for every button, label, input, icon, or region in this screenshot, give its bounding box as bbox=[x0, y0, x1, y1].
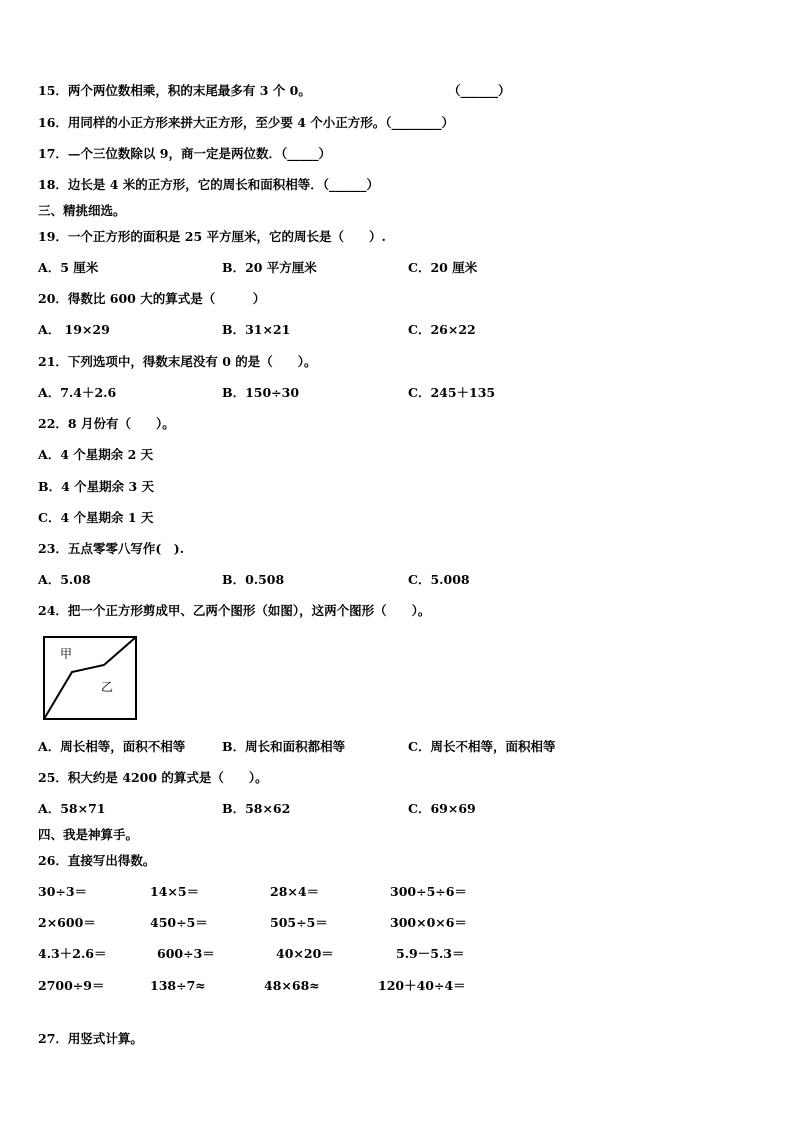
option-21-a[interactable]: A．7.4＋2.6 bbox=[38, 385, 117, 400]
answer-blank-15[interactable]: （______） bbox=[448, 83, 511, 98]
calc-item: 40×20＝ bbox=[276, 946, 334, 961]
option-20-a[interactable]: A． 19×29 bbox=[38, 322, 110, 337]
option-22-a[interactable]: A．4 个星期余 2 天 bbox=[38, 447, 154, 462]
question-21: 21．下列选项中，得数末尾没有 0 的是（ ）。 bbox=[38, 354, 317, 369]
label-jia: 甲 bbox=[60, 647, 73, 661]
option-23-c[interactable]: C．5.008 bbox=[408, 572, 470, 587]
option-25-c[interactable]: C．69×69 bbox=[408, 801, 476, 816]
option-21-c[interactable]: C．245＋135 bbox=[408, 385, 496, 400]
option-23-b[interactable]: B．0.508 bbox=[222, 572, 285, 587]
option-23-a[interactable]: A．5.08 bbox=[38, 572, 91, 587]
question-24: 24．把一个正方形剪成甲、乙两个图形（如图），这两个图形（ ）。 bbox=[38, 603, 431, 618]
question-16: 16．用同样的小正方形来拼大正方形，至少要 4 个小正方形。（________） bbox=[38, 115, 455, 130]
calc-item: 2×600＝ bbox=[38, 915, 96, 930]
option-19-a[interactable]: A．5 厘米 bbox=[38, 260, 99, 275]
option-24-c[interactable]: C．周长不相等，面积相等 bbox=[408, 739, 556, 754]
calc-item: 120＋40÷4＝ bbox=[378, 978, 466, 993]
option-24-b[interactable]: B．周长和面积都相等 bbox=[222, 739, 346, 754]
calc-item: 300×0×6＝ bbox=[390, 915, 467, 930]
question-18: 18．边长是 4 米的正方形，它的周长和面积相等．（______） bbox=[38, 177, 380, 192]
section-heading-3: 三、精挑细选。 bbox=[38, 203, 126, 218]
question-20: 20．得数比 600 大的算式是（ ） bbox=[38, 291, 266, 306]
option-24-a[interactable]: A．周长相等，面积不相等 bbox=[38, 739, 186, 754]
question-26: 26．直接写出得数。 bbox=[38, 853, 156, 868]
calc-item: 28×4＝ bbox=[270, 884, 320, 899]
question-19: 19．一个正方形的面积是 25 平方厘米，它的周长是（ ）. bbox=[38, 229, 386, 244]
calc-item: 300÷5÷6＝ bbox=[390, 884, 467, 899]
option-22-b[interactable]: B．4 个星期余 3 天 bbox=[38, 479, 155, 494]
option-22-c[interactable]: C．4 个星期余 1 天 bbox=[38, 510, 154, 525]
question-23: 23．五点零零八写作( ). bbox=[38, 541, 185, 556]
calc-item: 600÷3＝ bbox=[157, 946, 215, 961]
option-21-b[interactable]: B．150÷30 bbox=[222, 385, 300, 400]
calc-item: 30÷3＝ bbox=[38, 884, 88, 899]
calc-item: 2700÷9＝ bbox=[38, 978, 105, 993]
label-yi: 乙 bbox=[101, 680, 114, 694]
square-cut-figure bbox=[42, 635, 140, 723]
calc-item: 505÷5＝ bbox=[270, 915, 328, 930]
question-22: 22．8 月份有（ ）。 bbox=[38, 416, 175, 431]
question-27: 27．用竖式计算。 bbox=[38, 1031, 143, 1046]
option-20-b[interactable]: B．31×21 bbox=[222, 322, 291, 337]
option-19-b[interactable]: B．20 平方厘米 bbox=[222, 260, 317, 275]
option-20-c[interactable]: C．26×22 bbox=[408, 322, 476, 337]
section-heading-4: 四、我是神算手。 bbox=[38, 827, 139, 842]
calc-item: 5.9－5.3＝ bbox=[396, 946, 465, 961]
option-19-c[interactable]: C．20 厘米 bbox=[408, 260, 478, 275]
question-17: 17．—个三位数除以 9，商一定是两位数．（_____） bbox=[38, 146, 331, 161]
calc-item: 138÷7≈ bbox=[150, 978, 206, 993]
option-25-b[interactable]: B．58×62 bbox=[222, 801, 291, 816]
calc-item: 14×5＝ bbox=[150, 884, 200, 899]
calc-item: 48×68≈ bbox=[264, 978, 320, 993]
question-25: 25．积大约是 4200 的算式是（ ）。 bbox=[38, 770, 268, 785]
option-25-a[interactable]: A．58×71 bbox=[38, 801, 106, 816]
calc-item: 4.3＋2.6＝ bbox=[38, 946, 107, 961]
question-15: 15．两个两位数相乘，积的末尾最多有 3 个 0。 bbox=[38, 83, 311, 98]
calc-item: 450÷5＝ bbox=[150, 915, 208, 930]
